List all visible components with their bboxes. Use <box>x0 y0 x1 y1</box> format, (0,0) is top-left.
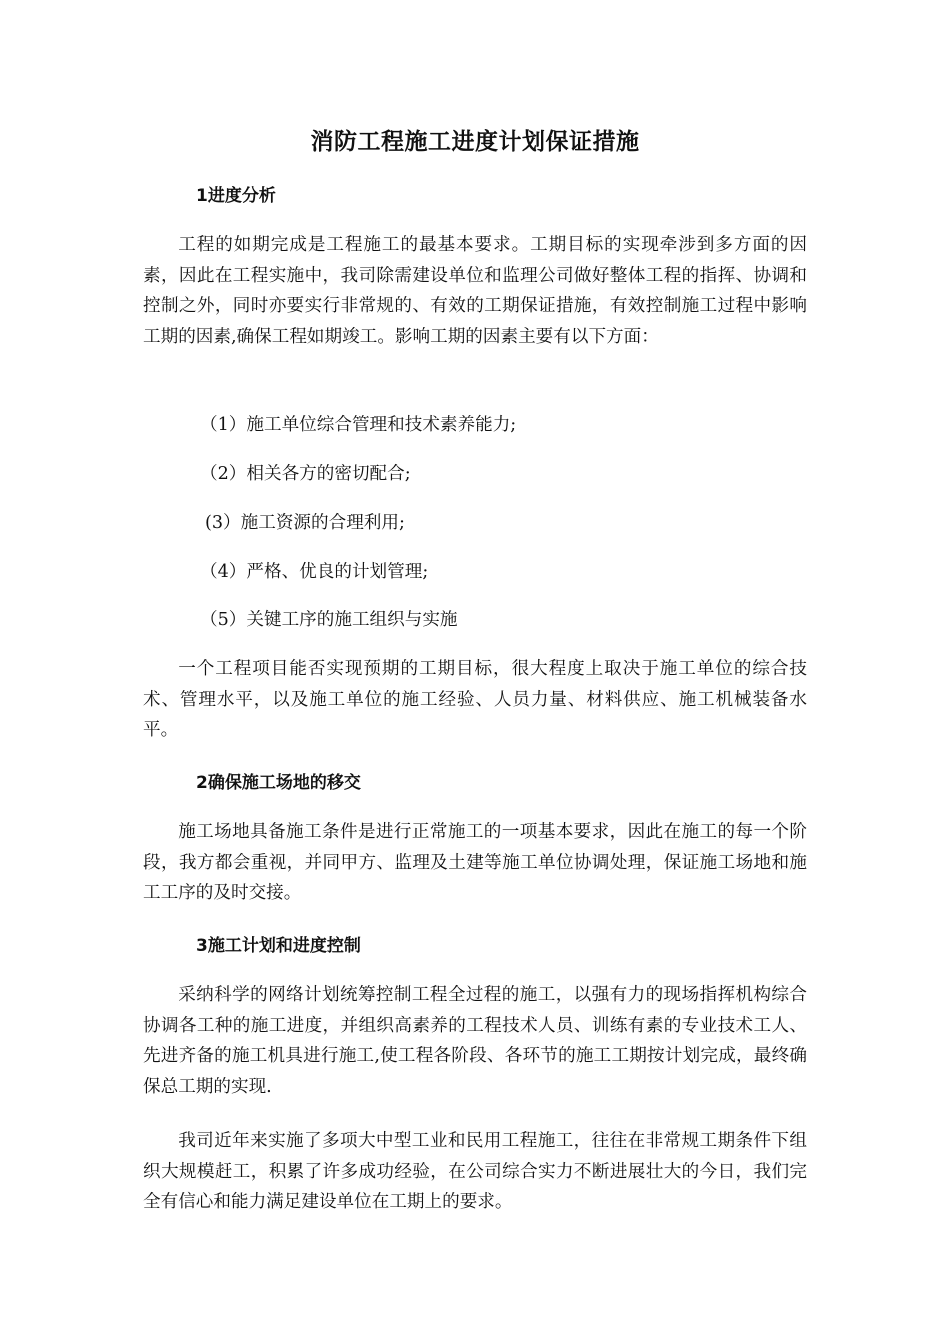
section-paragraph: 我司近年来实施了多项大中型工业和民用工程施工，往往在非常规工期条件下组织大规模赶工，积累了许多成功经验，在公司综合实力不断进展壮大的今日，我们完全有信心和能力满足建设单位在工期上的要求。 <box>143 1131 807 1213</box>
list-item: （1）施工单位综合管理和技术素养能力; <box>200 415 517 435</box>
section-heading-schedule-control: 3施工计划和进度控制 <box>196 936 361 956</box>
list-item: （5）关键工序的施工组织与实施 <box>200 610 458 630</box>
section-paragraph: 采纳科学的网络计划统筹控制工程全过程的施工，以强有力的现场指挥机构综合协调各工种的施工进度，并组织高素养的工程技术人员、训练有素的专业技术工人、先进齐备的施工机具进行施工,使工程各阶段、各环节的施工工期按计划完成，最终确保总工期的实现. <box>143 985 807 1097</box>
section-heading-progress-analysis: 1进度分析 <box>196 186 276 206</box>
list-item: （2）相关各方的密切配合; <box>200 464 411 484</box>
document-title: 消防工程施工进度计划保证措施 <box>310 129 640 155</box>
section-heading-site-handover: 2确保施工场地的移交 <box>196 773 361 793</box>
list-item: (3）施工资源的合理利用; <box>205 513 405 533</box>
section-paragraph: 一个工程项目能否实现预期的工期目标，很大程度上取决于施工单位的综合技术、管理水平，以及施工单位的施工经验、人员力量、材料供应、施工机械装备水平。 <box>143 659 807 741</box>
section-paragraph: 施工场地具备施工条件是进行正常施工的一项基本要求，因此在施工的每一个阶段，我方都会重视，并同甲方、监理及土建等施工单位协调处理，保证施工场地和施工工序的及时交接。 <box>143 822 807 904</box>
list-item: （4）严格、优良的计划管理; <box>200 562 429 582</box>
section-paragraph: 工程的如期完成是工程施工的最基本要求。工期目标的实现牵涉到多方面的因素，因此在工程实施中，我司除需建设单位和监理公司做好整体工程的指挥、协调和控制之外，同时亦要实行非常规的、有效的工期保证措施，有效控制施工过程中影响工期的因素,确保工程如期竣工。影响工期的因素主要有以下方面： <box>143 235 807 347</box>
